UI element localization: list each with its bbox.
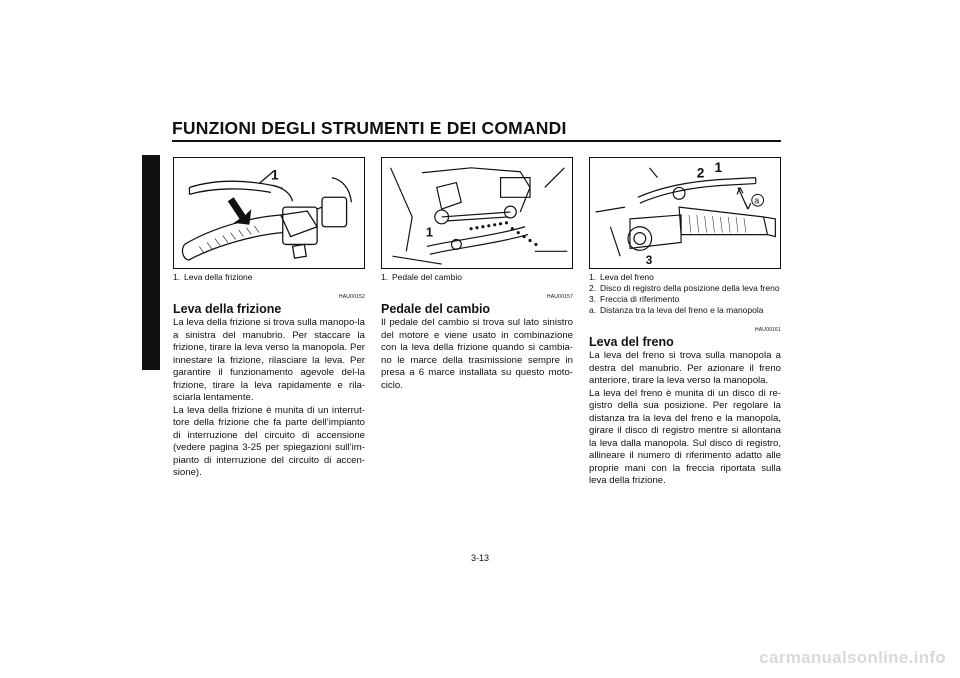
caption-text: Disco di registro della posizione della leva freno	[600, 283, 780, 293]
callout-2: 2	[696, 165, 705, 181]
callout-3: 3	[645, 254, 653, 268]
paragraph: La leva della frizione si trova sulla manopo-la a sinistra del manubrio. Per staccare la frizione, tirare la leva verso la manopola. Per innestare la frizione, rilasciare la leva. Per garantire il funzionamento agevole del-la frizione, tirare la leva rapidamente e rila-sciarla lentamente.	[173, 317, 365, 403]
figure-caption	[381, 272, 573, 283]
section-code: HAU00152	[338, 294, 365, 300]
callout-1: 1	[425, 224, 434, 240]
paragraph: La leva del freno si trova sulla manopola a destra del manubrio. Per azionare il freno anteriore, tirare la leva verso la manopola.	[589, 350, 781, 386]
caption-text: Leva della frizione	[184, 272, 253, 282]
column-brake	[589, 272, 781, 488]
caption-key: 1.	[173, 272, 181, 282]
section-heading: Leva del freno	[589, 335, 674, 349]
caption-key: 1.	[589, 272, 597, 282]
title-rule	[172, 140, 781, 142]
column-clutch	[173, 272, 365, 480]
caption-key: 1.	[381, 272, 389, 282]
watermark: carmanualsonline.info	[759, 648, 946, 667]
callout-1: 1	[270, 167, 279, 183]
callout-a: a	[754, 195, 760, 206]
section-code: HAU00157	[546, 294, 573, 300]
section-heading: Leva della frizione	[173, 302, 282, 316]
pull-direction-arrow-icon	[228, 197, 252, 225]
caption-text: Freccia di riferimento	[600, 294, 680, 304]
caption-text: Leva del freno	[600, 272, 654, 282]
figure-caption	[589, 272, 781, 316]
brake-lever-illustration	[590, 158, 780, 268]
paragraph: La leva della frizione è munita di un interrut-tore della frizione che fa parte dell’impianto di interruzione del circuito di accensione (vedere pagina 3-25 per spiegazioni sull’im-pianto di interruzione del circuito di accen-sione).	[173, 404, 365, 478]
chapter-tab-number: 3	[146, 263, 153, 275]
clutch-lever-illustration	[174, 158, 364, 268]
page-number: 3-13	[470, 553, 489, 563]
section-heading: Pedale del cambio	[381, 302, 491, 316]
column-shift-pedal	[381, 272, 573, 392]
caption-key: 2.	[589, 283, 597, 293]
shift-pedal-illustration	[382, 158, 572, 268]
section-code: HAU00161	[754, 327, 781, 333]
figure-caption	[173, 272, 365, 283]
figure-clutch-lever	[173, 157, 365, 269]
callout-1: 1	[714, 159, 723, 175]
paragraph: La leva del freno è munita di un disco di re-gistro della sua posizione. Per regolare la distanza tra la leva del freno e la manopola, girare il disco di registro mentre si allontana la leva dalla manopola. Sul disco di registro, allineare il numero di riferimento adatto alle proprie mani con la freccia riportata sulla leva della frizione.	[589, 387, 781, 486]
figure-shift-pedal	[381, 157, 573, 269]
caption-text: Pedale del cambio	[392, 272, 462, 282]
page-title: FUNZIONI DEGLI STRUMENTI E DEI COMANDI	[172, 118, 567, 138]
caption-key: a.	[589, 305, 597, 315]
caption-key: 3.	[589, 294, 597, 304]
paragraph: Il pedale del cambio si trova sul lato sinistro del motore e viene usato in combinazione con la leva della frizione quando si cambia-no le marce della trasmissione sempre in presa a 6 marce installata su questo moto-ciclo.	[381, 317, 573, 391]
figure-brake-lever	[589, 157, 781, 269]
caption-text: Distanza tra la leva del freno e la manopola	[600, 305, 764, 315]
